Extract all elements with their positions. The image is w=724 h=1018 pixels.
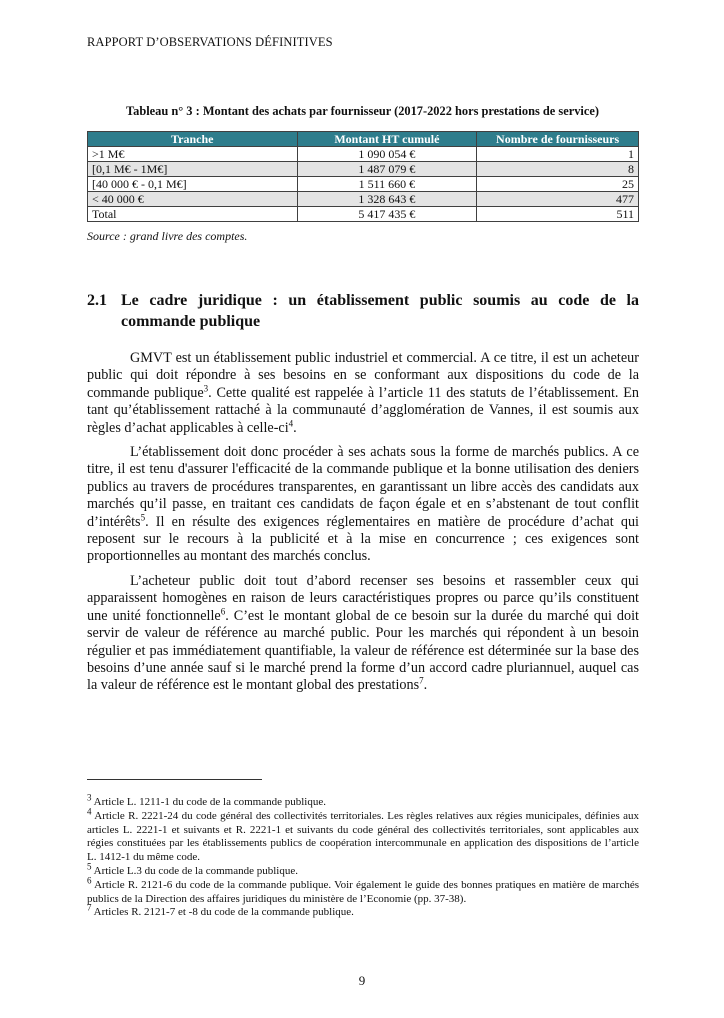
cell-amount: 5 417 435 €	[297, 207, 477, 222]
footnote-separator	[87, 779, 262, 780]
cell-tranche: Total	[88, 207, 298, 222]
table-row	[88, 147, 639, 162]
paragraph-text: . Cette qualité est rappelée à l’article 11 des statuts de l’établissement. En tant qu’établissement rattaché à la communauté d’agglomération de Vannes, il est soumis aux règles d’achat applicables à celle-ci	[87, 384, 639, 436]
section-heading	[87, 290, 639, 332]
column-header-tranche: Tranche	[88, 132, 298, 147]
footnote-number: 7	[87, 902, 92, 913]
table-header-row	[88, 132, 639, 147]
cell-tranche: >1 M€	[88, 147, 298, 162]
footnote	[87, 902, 639, 920]
table-source-note: Source : grand livre des comptes.	[87, 229, 248, 243]
footnote	[87, 875, 639, 907]
footnote-text: Article R. 2121-6 du code de la commande publique. Voir également le guide des bonnes pratiques en matière de marchés publics de la Direction des affaires juridiques du ministère de l’Economie (pp. 37-38).	[87, 878, 639, 905]
table-row	[88, 177, 639, 192]
footnote-text: Article L. 1211-1 du code de la commande publique.	[91, 796, 326, 808]
cell-amount: 1 090 054 €	[297, 147, 477, 162]
cell-amount: 1 487 079 €	[297, 162, 477, 177]
body-text	[87, 350, 639, 702]
table-total-row	[88, 207, 639, 222]
cell-count: 25	[477, 177, 639, 192]
footnote-text: Article L.3 du code de la commande publique.	[91, 864, 298, 877]
cell-count: 477	[477, 192, 639, 207]
paragraph	[87, 350, 639, 437]
footnote-ref: 6	[220, 605, 226, 616]
footnote-ref: 7	[419, 675, 424, 686]
cell-amount: 1 328 643 €	[297, 192, 477, 207]
table-row	[88, 162, 639, 177]
footnote	[87, 806, 639, 865]
footnote	[87, 792, 639, 810]
footnote-number: 6	[87, 875, 92, 886]
page-number: 9	[358, 973, 366, 988]
paragraph-text: L’acheteur public doit tout d’abord recenser ses besoins et rassembler ceux qui apparaissent homogènes en raison de leurs caractéristiques propres ou parce qu’ils constituent une unité fonctionnelle	[87, 572, 639, 624]
table-row	[88, 192, 639, 207]
paragraph-text: GMVT est un établissement public industriel et commercial. A ce titre, il est un acheteur public qui doit répondre à ses besoins en se conformant aux dispositions du code de la commande publique	[87, 350, 639, 401]
table-title: Tableau n° 3 : Montant des achats par fournisseur (2017-2022 hors prestations de service)	[126, 104, 599, 118]
footnote-number: 4	[87, 806, 92, 817]
cell-count: 511	[477, 207, 639, 222]
cell-tranche: < 40 000 €	[88, 192, 298, 207]
footnote-ref: 3	[203, 383, 209, 394]
footnotes	[87, 792, 639, 920]
cell-tranche: [0,1 M€ - 1M€]	[88, 162, 298, 177]
footnote-number: 5	[87, 861, 92, 872]
cell-amount: 1 511 660 €	[297, 177, 477, 192]
column-header-supplier-count: Nombre de fournisseurs	[477, 132, 639, 147]
paragraph	[87, 444, 639, 566]
paragraph-text: L’établissement doit donc procéder à ses achats sous la forme de marchés publics. A ce titre, il est tenu d'assurer l'efficacité de la commande publique et la bonne utilisation des deniers publics au travers de procédures transparentes, en garantissant un libre accès des candidats aux marchés qu’il passe, en traitant ces candidats de façon égale et en s’abstenant de tout conflit d’intérêts	[87, 444, 639, 530]
footnote-number: 3	[87, 792, 92, 803]
paragraph-text: .	[423, 677, 428, 694]
paragraph	[87, 573, 639, 695]
footnote-ref: 4	[288, 417, 294, 428]
footnote-ref: 5	[140, 511, 146, 522]
purchases-table	[87, 131, 639, 222]
footnote-text: Article R. 2221-24 du code général des collectivités territoriales. Les règles relatives aux régies municipales, définies aux articles L. 2221-1 et suivants et R. 2221-1 et suivants du code général des collectivités territoriales, sont applicables aux régies constituées par les établissements publics de coopération intercommunale en application des dispositions de l’article L. 1412-1 du même code.	[87, 809, 639, 864]
column-header-amount: Montant HT cumulé	[297, 132, 477, 147]
footnote	[87, 861, 639, 879]
cell-tranche: [40 000 € - 0,1 M€]	[88, 177, 298, 192]
paragraph-text: . Il en résulte des exigences réglementaires en matière de procédure d’achat qui reposent sur le recours à la publicité et à la mise en concurrence ; ces exigences sont proportionnelles au montant des marchés conclus.	[87, 513, 639, 565]
running-header: RAPPORT D’OBSERVATIONS DÉFINITIVES	[87, 35, 333, 49]
section-number: 2.1	[87, 292, 107, 309]
cell-count: 1	[477, 147, 639, 162]
section-title: Le cadre juridique : un établissement public soumis au code de la commande publique	[121, 292, 639, 330]
footnote-text: Articles R. 2121-7 et -8 du code de la commande publique.	[91, 906, 354, 919]
paragraph-text: .	[293, 419, 297, 436]
cell-count: 8	[477, 162, 639, 177]
paragraph-text: . C’est le montant global de ce besoin sur la durée du marché qui doit servir de valeur de référence au marché public. Pour les marchés qui répondent à un besoin régulier et pas immédiatement quantifiable, la valeur de référence est déterminée sur la base des besoins d’une année sauf si le marché prend la forme d’un accord cadre pluriannuel, auquel cas la valeur de référence est le montant global des prestations	[87, 607, 639, 694]
